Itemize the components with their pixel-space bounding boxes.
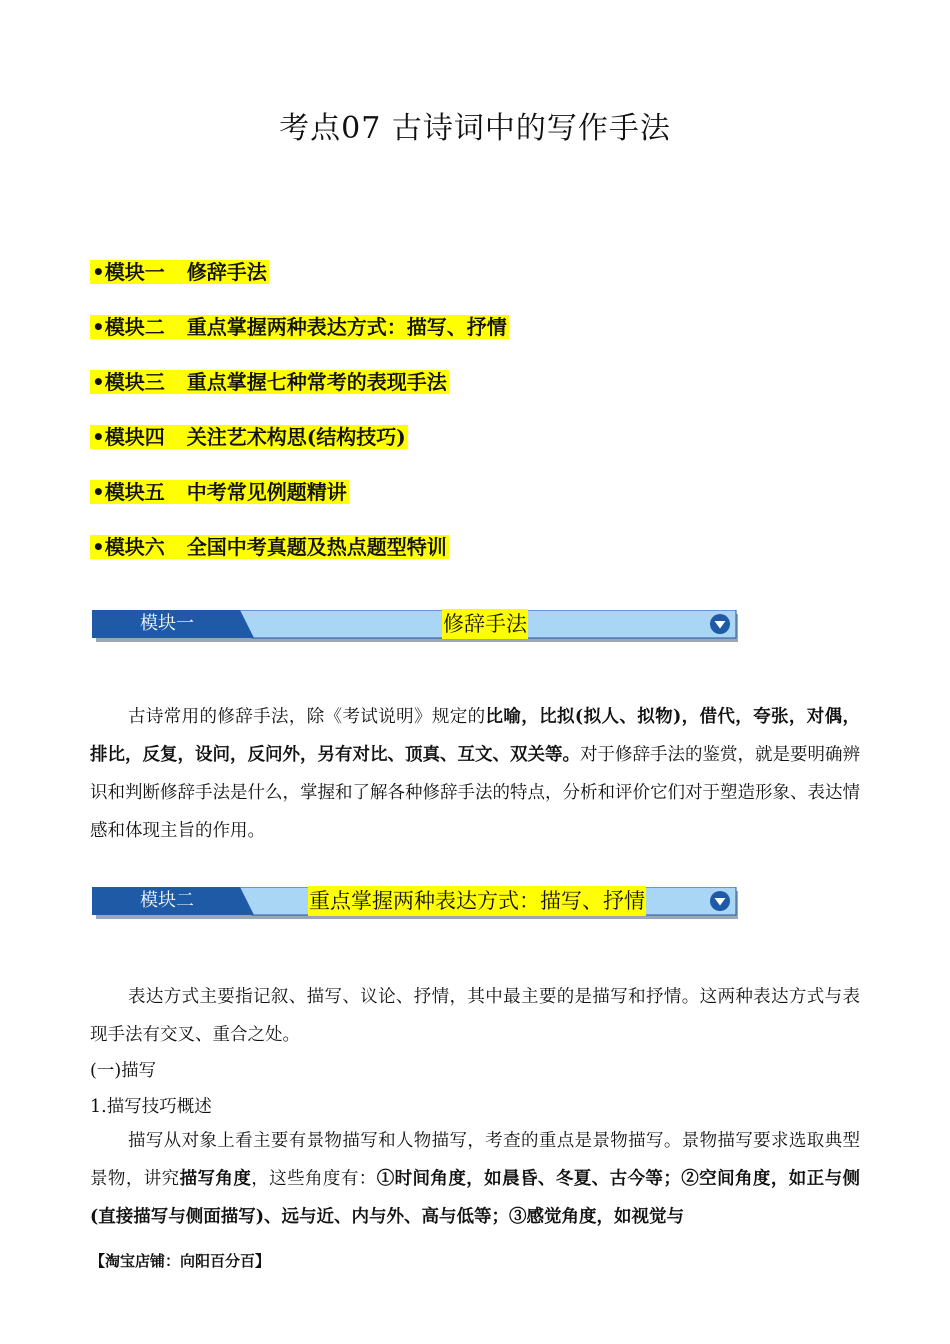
module-title: 重点掌握两种表达方式：描写、抒情	[308, 886, 646, 916]
para-text: ，这些角度有：	[251, 1169, 377, 1189]
module1-banner	[92, 610, 742, 644]
chevron-down-icon[interactable]	[709, 890, 731, 912]
para-text: 古诗常用的修辞手法，除《考试说明》规定的	[128, 707, 486, 727]
module-tag: 模块一	[140, 613, 194, 634]
toc-item-6	[90, 533, 449, 561]
toc-num: •模块三	[92, 370, 165, 394]
toc-text: 中考常见例题精讲	[186, 480, 347, 504]
toc-num: •模块五	[92, 480, 165, 504]
toc-item-3	[90, 368, 449, 396]
subheading: 1.描写技巧概述	[90, 1097, 212, 1117]
toc-num: •模块一	[92, 260, 165, 284]
toc-num: •模块六	[92, 535, 165, 559]
toc-text: 修辞手法	[186, 260, 267, 284]
module2-paragraph: 表达方式主要指记叙、描写、议论、抒情，其中最主要的是描写和抒情。这两种表达方式与表现手法有交叉、重合之处。	[90, 987, 860, 1045]
chevron-down-icon[interactable]	[709, 613, 731, 635]
toc-num: •模块二	[92, 315, 165, 339]
module-tag: 模块二	[140, 890, 194, 911]
footer-shop-label: 【淘宝店铺：向阳百分百】	[90, 1252, 271, 1270]
toc-text: 重点掌握七种常考的表现手法	[186, 370, 447, 394]
toc-item-1	[90, 258, 269, 286]
para-bold-text: ①时间角度，如晨昏、冬夏、古今等；②空间角度，如正与侧(直接描写与侧面描写)、远与近、内与外、高与低等；③感觉角度，如视觉与	[90, 1169, 861, 1227]
para-bold-text: 描写角度	[179, 1169, 252, 1189]
toc-item-4	[90, 423, 408, 451]
page-title: 考点07 古诗词中的写作手法	[279, 111, 671, 146]
para-text: 描写从对象上看主要有景物描写和人物描写，考查的重点是景物描写。景物描写要求选取典型景物，讲究	[90, 1131, 860, 1189]
para-text: 对于修辞手法的鉴赏，就是要明确辨识和判断修辞手法是什么，掌握和了解各种修辞手法的特点，分析和评价它们对于塑造形象、表达情感和体现主旨的作用。	[90, 745, 860, 841]
toc-text: 重点掌握两种表达方式：描写、抒情	[186, 315, 507, 339]
toc-text: 关注艺术构思(结构技巧)	[186, 425, 406, 449]
para-bold-text: 比喻，比拟(拟人、拟物)，借代，夸张，对偶，排比，反复，设问，反问外，另有对比、顶真、互文、双关等。	[90, 707, 860, 765]
module-title: 修辞手法	[442, 609, 528, 639]
module2-banner	[92, 887, 742, 921]
toc-item-5	[90, 478, 349, 506]
toc-text: 全国中考真题及热点题型特训	[186, 535, 447, 559]
module1-paragraph	[90, 698, 860, 850]
toc-num: •模块四	[92, 425, 165, 449]
toc-item-2	[90, 313, 509, 341]
description-paragraph	[90, 1122, 860, 1236]
subheading: (一)描写	[90, 1061, 157, 1081]
